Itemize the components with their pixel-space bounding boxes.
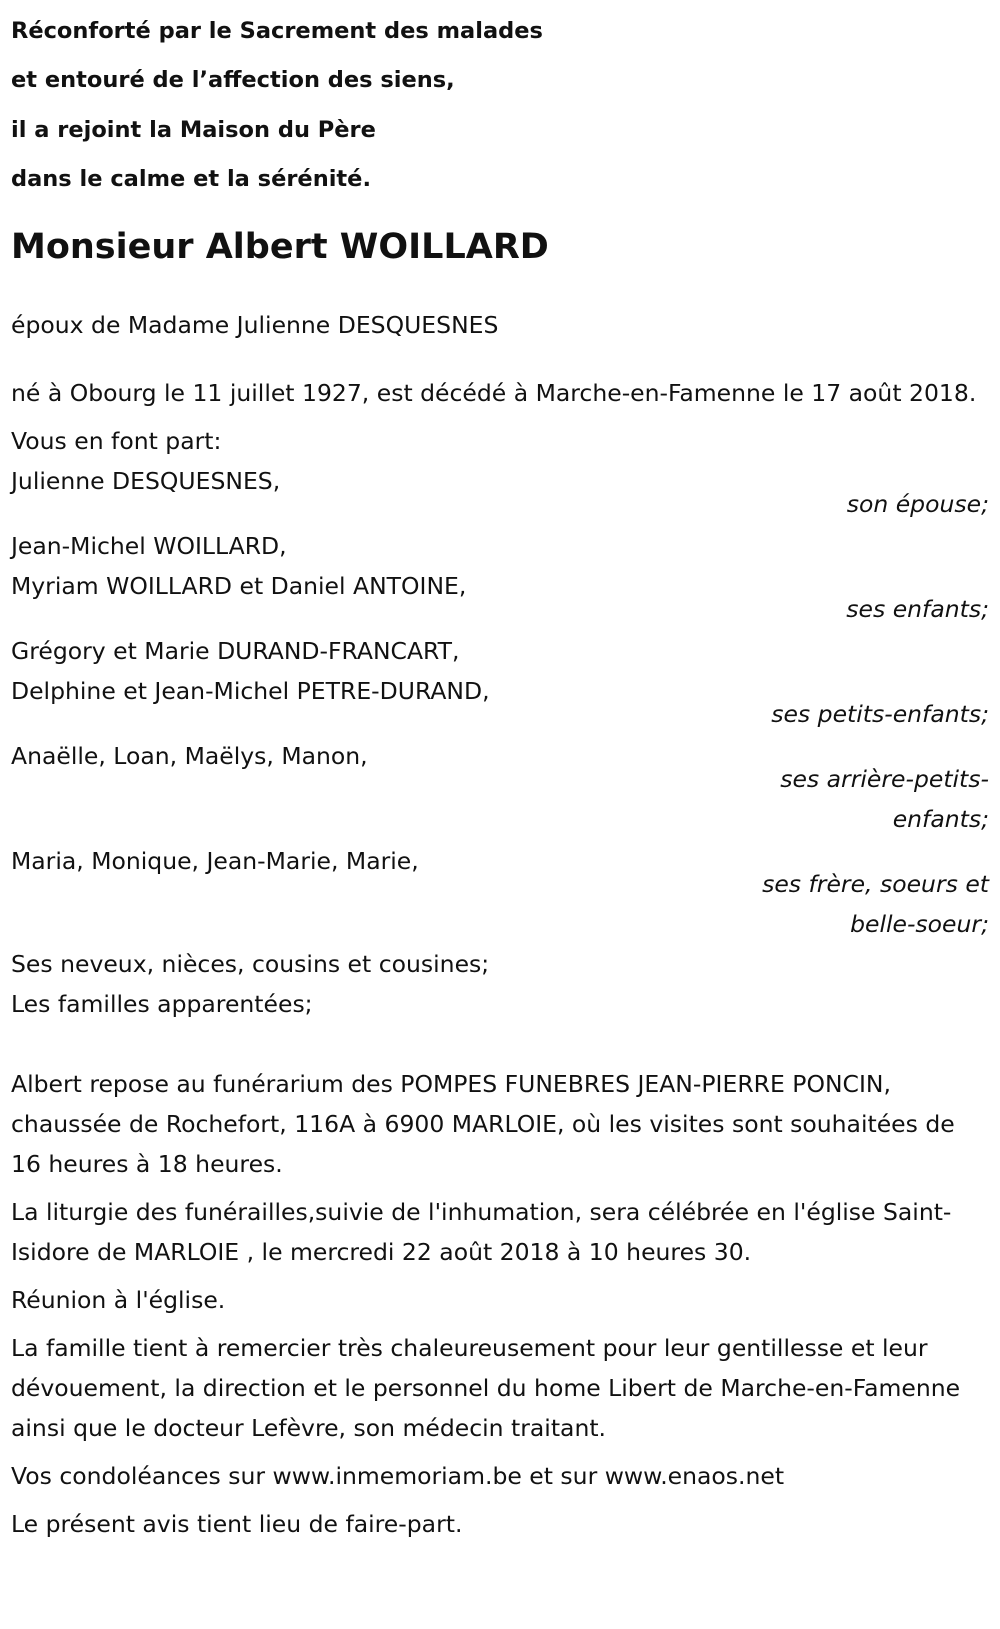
relation-label: ses frère, soeurs et belle-soeur;: [762, 870, 989, 939]
family-member: Anaëlle, Loan, Maëlys, Manon,: [11, 742, 368, 771]
family-member: Maria, Monique, Jean-Marie, Marie,: [11, 847, 419, 876]
condolences-paragraph: Vos condoléances sur www.inmemoriam.be et sur www.enaos.net: [11, 1462, 785, 1491]
other-relatives-line: Les familles apparentées;: [11, 990, 313, 1019]
family-group-siblings: [11, 841, 989, 944]
announce-label: Vous en font part:: [11, 427, 222, 456]
intro-line: et entouré de l’affection des siens,: [11, 67, 455, 94]
relation-label: ses enfants;: [846, 595, 989, 624]
family-group-children: [11, 526, 989, 629]
intro-line: il a rejoint la Maison du Père: [11, 116, 376, 143]
obituary-content: [11, 0, 989, 1544]
relation-label: son épouse;: [846, 490, 989, 519]
deceased-name: Monsieur Albert WOILLARD: [11, 227, 549, 268]
family-member: Grégory et Marie DURAND-FRANCART,: [11, 637, 460, 666]
funerarium-paragraph: Albert repose au funérarium des POMPES FUNEBRES JEAN-PIERRE PONCIN, chaussée de Rochefort, 116A à 6900 MARLOIE, où les visites sont souhaitées de 16 heures à 18 heures.: [11, 1070, 955, 1179]
family-group-grandchildren: [11, 631, 989, 734]
spouse-line: époux de Madame Julienne DESQUESNES: [11, 311, 499, 340]
notice-paragraph: Le présent avis tient lieu de faire-part.: [11, 1510, 463, 1539]
family-member: Myriam WOILLARD et Daniel ANTOINE,: [11, 572, 467, 601]
relation-label: ses arrière-petits-enfants;: [780, 765, 989, 834]
family-group-spouse: [11, 461, 989, 524]
thanks-paragraph: La famille tient à remercier très chaleureusement pour leur gentillesse et leur dévouement, la direction et le personnel du home Libert de Marche-en-Famenne ainsi que le docteur Lefèvre, son médecin traitant.: [11, 1334, 961, 1443]
family-member: Delphine et Jean-Michel PETRE-DURAND,: [11, 677, 490, 706]
other-relatives: [11, 944, 989, 1024]
birth-death-line: né à Obourg le 11 juillet 1927, est décédé à Marche-en-Famenne le 17 août 2018.: [11, 379, 977, 408]
family-group-great-grandchildren: [11, 736, 989, 839]
intro-block: [11, 7, 989, 204]
family-member: Jean-Michel WOILLARD,: [11, 532, 287, 561]
intro-line: Réconforté par le Sacrement des malades: [11, 18, 543, 44]
liturgy-paragraph: La liturgie des funérailles,suivie de l'inhumation, sera célébrée en l'église Saint-Isidore de MARLOIE , le mercredi 22 août 2018 à 10 heures 30.: [11, 1198, 952, 1267]
intro-line: dans le calme et la sérénité.: [11, 165, 371, 192]
meeting-paragraph: Réunion à l'église.: [11, 1286, 226, 1315]
relation-label: ses petits-enfants;: [771, 700, 989, 729]
family-member: Julienne DESQUESNES,: [11, 467, 281, 496]
other-relatives-line: Ses neveux, nièces, cousins et cousines;: [11, 950, 490, 979]
